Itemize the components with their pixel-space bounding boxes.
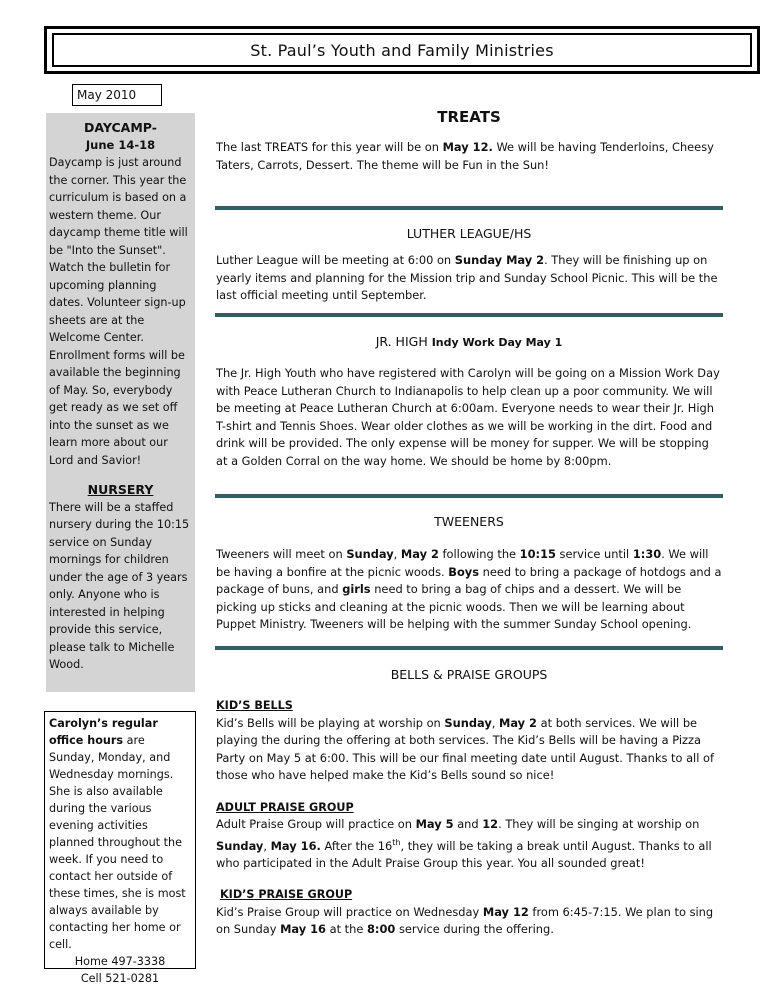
tw-h: 1:30 xyxy=(632,547,662,561)
kb-b: Sunday xyxy=(444,715,492,730)
tw-m: need to bring a bag of chips and a dessert. We will be picking up sticks and cleaning at the picnic woods. Then we will be learning about Puppet Ministry. Tweeners will be helping with the summer Sunday School opening. xyxy=(216,582,692,631)
tw-c: , xyxy=(393,547,401,561)
bells-title: BELLS & PRAISE GROUPS xyxy=(390,667,548,682)
luther-text xyxy=(216,252,722,305)
adult-praise-heading: ADULT PRAISE GROUP xyxy=(216,800,354,814)
daycamp-text: Daycamp is just around the corner. This year the curriculum is based on a western theme. Our daycamp theme title will be "Into the Sunset". Watch the bulletin for upcoming planning dates. Volunteer sign-up sheets are at the Welcome Center. Enrollment forms will be available the beginning of May. So, everybody get ready as we set off into the sunset as we learn more about our Lord and Savior! xyxy=(49,156,188,467)
kids-bells-text xyxy=(216,715,722,785)
nursery-title: NURSERY xyxy=(87,482,154,497)
section-divider xyxy=(215,206,723,210)
kb-d: May 2 xyxy=(499,715,537,730)
luther-title: LUTHER LEAGUE/HS xyxy=(406,226,532,241)
adult-praise-text xyxy=(216,816,722,872)
tw-j: Boys xyxy=(448,564,479,579)
ap-f: Sunday xyxy=(216,838,264,853)
office-hours-lead: Carolyn’s regular office hours xyxy=(49,717,158,747)
jrhigh-title xyxy=(216,334,722,349)
tw-b: Sunday xyxy=(346,547,394,561)
kb-e: at both services. We will be playing the during the offering at both services. The Kid’s Bells will be having a Pizza Party on May 5 at 6:00. This will be our final meeting date until August. Thanks to all of those who have helped make the Kid’s Bells sound so nice! xyxy=(216,715,714,782)
ap-a: Adult Praise Group will practice on xyxy=(216,817,416,831)
tw-l: girls xyxy=(342,582,371,596)
ap-e: . They will be singing at worship on xyxy=(498,817,700,831)
treats-title: TREATS xyxy=(437,108,501,126)
newsletter-title: St. Paul’s Youth and Family Ministries xyxy=(250,40,554,60)
sidebar xyxy=(46,113,195,692)
ap-j: , they will be taking a break until August. Thanks to all who participated in the Adult Praise Group this year. You all sounded great! xyxy=(216,838,712,870)
section-divider xyxy=(215,494,723,498)
kp-c: from 6:45-7:15. We plan to sing on Sunday xyxy=(216,904,714,937)
section-divider xyxy=(215,646,723,650)
tweeners-title: TWEENERS xyxy=(434,514,504,529)
kp-g: service during the offering. xyxy=(395,922,554,937)
daycamp-dates: June 14-18 xyxy=(85,137,156,152)
tw-a: Tweeners will meet on xyxy=(216,547,347,561)
cell-phone: Cell 521-0281 xyxy=(80,972,160,985)
tw-f: 10:15 xyxy=(519,547,556,561)
kp-f: 8:00 xyxy=(367,922,396,937)
office-hours-box xyxy=(44,711,196,985)
treats-text xyxy=(216,139,722,174)
kids-bells-heading: KID’S BELLS xyxy=(216,699,293,712)
ap-c: and xyxy=(453,817,483,831)
home-phone: Home 497-3338 xyxy=(74,955,166,968)
treats-text-1: The last TREATS for this year will be on xyxy=(216,140,443,154)
kids-praise-heading: KID’S PRAISE GROUP xyxy=(220,888,353,902)
section-divider xyxy=(215,313,723,317)
ap-g: , xyxy=(263,838,271,853)
jrhigh-text: The Jr. High Youth who have registered with Carolyn will be going on a Mission Work Day with Peace Lutheran Church to Indianapolis to help clean up a poor community. We will be meeting at Peace Lutheran Church at 6:00am. Everyone needs to wear their Jr. High T-shirt and Tennis Shoes. Wear older clothes as we will be working in the dirt. Food and drink will be provided. The only expense will be money for supper. We will be stopping at a Golden Corral on the way home. We should be home by 8:00pm. xyxy=(216,366,720,468)
daycamp-title: DAYCAMP- xyxy=(84,120,157,135)
ap-i: After the 16 xyxy=(320,838,393,853)
nursery-text: There will be a staffed nursery during the 10:15 service on Sunday mornings for children under the age of 3 years only. Anyone who is interested in helping provide this service, please talk to Michelle Wood. xyxy=(49,500,190,671)
kp-b: May 12 xyxy=(482,904,529,919)
kb-a: Kid’s Bells will be playing at worship on xyxy=(216,715,445,730)
header-banner xyxy=(52,33,752,67)
tw-d: May 2 xyxy=(400,547,439,561)
luther-date: Sunday May 2 xyxy=(454,253,545,267)
kids-praise-text xyxy=(216,904,722,939)
jrhigh-title-sub: Indy Work Day May 1 xyxy=(431,336,563,349)
tw-i: . We will be having a bonfire at the picnic woods. xyxy=(216,547,709,579)
ap-d: 12 xyxy=(482,817,499,831)
tw-e: following the xyxy=(438,547,520,561)
treats-text-2: We will be having Tenderloins, Cheesy Taters, Carrots, Dessert. The theme will be Fun in the Sun! xyxy=(216,140,714,172)
tw-k: need to bring a package of hotdogs and a package of buns, and xyxy=(216,564,722,596)
tw-g: service until xyxy=(555,547,633,561)
luther-text-2: . They will be finishing up on yearly items and planning for the Mission trip and Sunday School Picnic. This will be the last official meeting until September. xyxy=(216,253,718,302)
luther-text-1: Luther League will be meeting at 6:00 on xyxy=(216,253,455,267)
kp-a: Kid’s Praise Group will practice on Wednesday xyxy=(216,904,483,919)
ap-b: May 5 xyxy=(415,817,454,831)
kp-e: at the xyxy=(325,922,367,937)
kp-d: May 16 xyxy=(280,922,326,937)
ap-sup: th xyxy=(392,837,401,847)
office-hours-text: are Sunday, Monday, and Wednesday mornings. She is also available during the various evening activities planned throughout the week. If you need to contact her outside of these times, she is most always available by contacting her home or cell. xyxy=(49,734,186,951)
date-box: May 2010 xyxy=(72,84,162,106)
tweeners-text xyxy=(216,546,722,634)
bells-section xyxy=(216,697,722,939)
treats-date: May 12. xyxy=(442,140,493,154)
kb-c: , xyxy=(491,715,499,730)
jrhigh-title-main: JR. HIGH xyxy=(375,334,428,349)
ap-h: May 16. xyxy=(270,838,321,853)
